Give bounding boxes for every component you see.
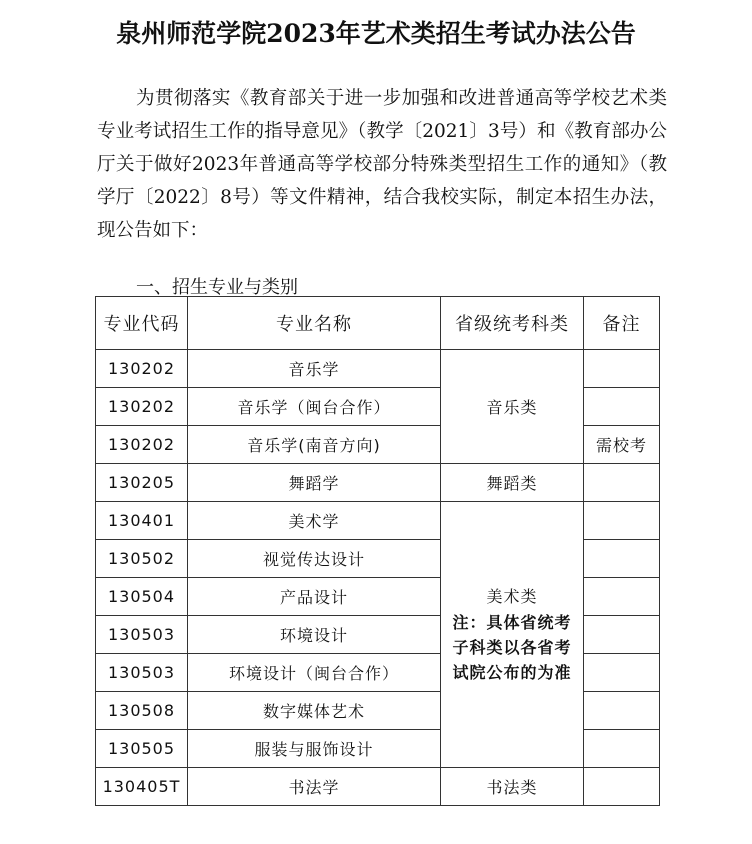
remark-cell xyxy=(584,654,660,692)
major-code: 130502 xyxy=(96,540,188,578)
remark-cell xyxy=(584,616,660,654)
major-name: 美术学 xyxy=(188,502,441,540)
major-name: 环境设计 xyxy=(188,616,441,654)
major-code: 130503 xyxy=(96,654,188,692)
major-name: 音乐学 xyxy=(188,350,441,388)
major-name: 书法学 xyxy=(188,768,441,806)
header-code: 专业代码 xyxy=(96,297,188,350)
major-name: 视觉传达设计 xyxy=(188,540,441,578)
table-row xyxy=(96,464,660,502)
remark-cell xyxy=(584,350,660,388)
major-name: 产品设计 xyxy=(188,578,441,616)
section-heading: 一、招生专业与类别 xyxy=(136,277,298,298)
remark-cell xyxy=(584,502,660,540)
remark-cell xyxy=(584,578,660,616)
remark-cell xyxy=(584,692,660,730)
category-cell: 音乐类 xyxy=(441,350,584,464)
major-code: 130205 xyxy=(96,464,188,502)
table-row xyxy=(96,502,660,540)
page-title: 泉州师范学院2023年艺术类招生考试办法公告 xyxy=(116,19,636,48)
category-cell: 书法类 xyxy=(441,768,584,806)
category-cell-art xyxy=(441,502,584,768)
header-remark: 备注 xyxy=(584,297,660,350)
intro-paragraph: 为贯彻落实《教育部关于进一步加强和改进普通高等学校艺术类专业考试招生工作的指导意见》（教学〔2021〕3号）和《教育部办公厅关于做好2023年普通高等学校部分特殊类型招生工作的通知》（教学厅〔2022〕8号）等文件精神，结合我校实际，制定本招生办法，现公告如下： xyxy=(97,88,667,241)
table-row xyxy=(96,350,660,388)
major-code: 130503 xyxy=(96,616,188,654)
remark-cell: 需校考 xyxy=(584,426,660,464)
major-code: 130405T xyxy=(96,768,188,806)
major-code: 130401 xyxy=(96,502,188,540)
major-code: 130505 xyxy=(96,730,188,768)
category-label: 美术类 xyxy=(486,587,538,606)
remark-cell xyxy=(584,768,660,806)
table-header-row xyxy=(96,297,660,350)
header-category: 省级统考科类 xyxy=(441,297,584,350)
major-name: 数字媒体艺术 xyxy=(188,692,441,730)
major-name: 舞蹈学 xyxy=(188,464,441,502)
major-name: 音乐学(南音方向) xyxy=(188,426,441,464)
majors-table xyxy=(95,296,660,806)
major-name: 环境设计（闽台合作） xyxy=(188,654,441,692)
remark-cell xyxy=(584,464,660,502)
remark-cell xyxy=(584,730,660,768)
major-name: 音乐学（闽台合作） xyxy=(188,388,441,426)
header-name: 专业名称 xyxy=(188,297,441,350)
category-cell: 舞蹈类 xyxy=(441,464,584,502)
major-name: 服装与服饰设计 xyxy=(188,730,441,768)
major-code: 130202 xyxy=(96,426,188,464)
major-code: 130508 xyxy=(96,692,188,730)
remark-cell xyxy=(584,388,660,426)
remark-cell xyxy=(584,540,660,578)
major-code: 130504 xyxy=(96,578,188,616)
table-row xyxy=(96,768,660,806)
major-code: 130202 xyxy=(96,388,188,426)
category-note: 注：具体省统考子科类以各省考试院公布的为准 xyxy=(452,613,572,682)
major-code: 130202 xyxy=(96,350,188,388)
